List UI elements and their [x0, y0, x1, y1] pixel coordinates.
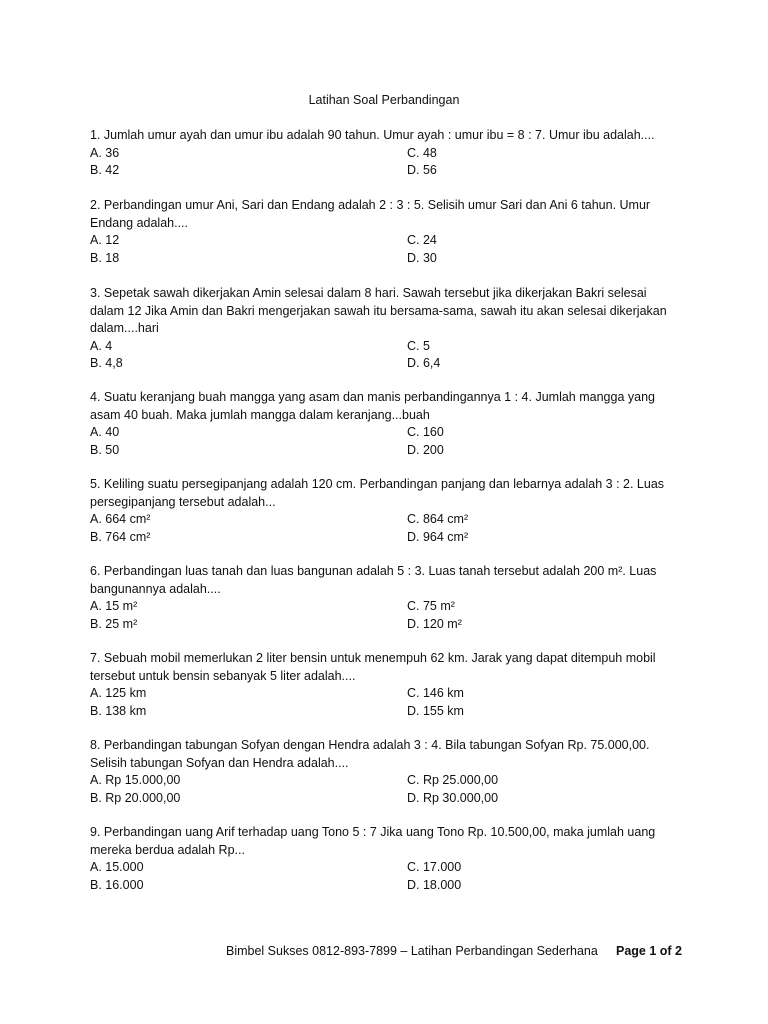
question-8 [90, 737, 700, 807]
question-text: 7. Sebuah mobil memerlukan 2 liter bensin untuk menempuh 62 km. Jarak yang dapat ditempuh mobil [90, 651, 656, 665]
answer-option: B. 138 km [90, 703, 147, 718]
question-text: 3. Sepetak sawah dikerjakan Amin selesai dalam 8 hari. Sawah tersebut jika dikerjakan Bakri selesai [90, 286, 647, 300]
answer-option: C. 146 km [407, 686, 464, 700]
answer-option: C. 5 [407, 338, 430, 353]
answer-options [90, 145, 700, 180]
answer-option: D. 56 [407, 163, 437, 177]
answer-option: B. 25 m² [90, 616, 138, 631]
question-7 [90, 650, 700, 720]
answer-option: A. 4 [90, 338, 113, 353]
document-title: Latihan Soal Perbandingan [308, 93, 460, 107]
question-text: mereka berdua adalah Rp... [90, 842, 245, 857]
question-text: 9. Perbandingan uang Arif terhadap uang Tono 5 : 7 Jika uang Tono Rp. 10.500,00, maka jumlah uang [90, 825, 656, 839]
question-5 [90, 476, 700, 546]
answer-option: C. Rp 25.000,00 [407, 773, 499, 787]
answer-options [90, 859, 700, 894]
answer-option: A. 125 km [90, 686, 147, 700]
question-text: dalam....hari [90, 321, 159, 335]
answer-option: D. 200 [407, 442, 444, 457]
answer-option: B. Rp 20.000,00 [90, 790, 181, 805]
answer-options [90, 338, 700, 373]
answer-options [90, 232, 700, 267]
answer-option: C. 48 [407, 145, 437, 160]
question-text: persegipanjang tersebut adalah... [90, 494, 276, 509]
question-text: 4. Suatu keranjang buah mangga yang asam dan manis perbandingannya 1 : 4. Jumlah mangga yang [90, 390, 655, 404]
question-2 [90, 197, 700, 267]
answer-option: A. Rp 15.000,00 [90, 773, 181, 787]
answer-option: D. 18.000 [407, 877, 462, 892]
question-text: 8. Perbandingan tabungan Sofyan dengan Hendra adalah 3 : 4. Bila tabungan Sofyan Rp. 75.000,00. [90, 738, 650, 752]
answer-option: C. 17.000 [407, 860, 462, 874]
answer-option: C. 24 [407, 233, 437, 247]
footer-text: Bimbel Sukses 0812-893-7899 – Latihan Perbandingan Sederhana [226, 944, 598, 958]
answer-option: D. 6,4 [407, 356, 441, 370]
answer-option: B. 50 [90, 442, 120, 457]
question-1 [90, 127, 700, 180]
answer-option: C. 160 [407, 425, 444, 439]
question-text: 1. Jumlah umur ayah dan umur ibu adalah 90 tahun. Umur ayah : umur ibu = 8 : 7. Umur ibu adalah.... [90, 128, 655, 142]
answer-option: B. 42 [90, 163, 120, 177]
question-text: Selisih tabungan Sofyan dan Hendra adalah.... [90, 755, 349, 770]
answer-option: A. 15.000 [90, 860, 144, 874]
question-text: bangunannya adalah.... [90, 581, 221, 596]
answer-options [90, 424, 700, 459]
answer-option: A. 664 cm² [90, 512, 151, 526]
answer-options [90, 685, 700, 720]
question-text: asam 40 buah. Maka jumlah mangga dalam keranjang...buah [90, 407, 430, 422]
question-text: 2. Perbandingan umur Ani, Sari dan Endang adalah 2 : 3 : 5. Selisih umur Sari dan Ani 6 tahun. Umur [90, 198, 651, 212]
answer-option: C. 864 cm² [407, 512, 469, 526]
answer-options [90, 598, 700, 633]
answer-option: D. Rp 30.000,00 [407, 790, 499, 805]
answer-option: A. 12 [90, 233, 120, 247]
question-text: Endang adalah.... [90, 215, 188, 230]
question-6 [90, 563, 700, 633]
question-text: 5. Keliling suatu persegipanjang adalah 120 cm. Perbandingan panjang dan lebarnya adalah 3 : 2. Luas [90, 477, 665, 491]
answer-option: B. 16.000 [90, 877, 144, 892]
answer-option: A. 36 [90, 145, 120, 160]
answer-option: A. 40 [90, 425, 120, 439]
question-9 [90, 824, 700, 894]
answer-option: D. 120 m² [407, 616, 462, 631]
answer-option: A. 15 m² [90, 599, 138, 613]
question-text: tersebut untuk bensin sebanyak 5 liter adalah.... [90, 668, 356, 683]
answer-option: D. 155 km [407, 703, 464, 718]
question-3 [90, 285, 700, 373]
question-text: 6. Perbandingan luas tanah dan luas bangunan adalah 5 : 3. Luas tanah tersebut adalah 200 m². Luas [90, 564, 657, 578]
page-number: Page 1 of 2 [616, 944, 682, 958]
answer-option: B. 764 cm² [90, 529, 151, 544]
answer-options [90, 772, 700, 807]
answer-option: D. 964 cm² [407, 529, 469, 544]
answer-option: D. 30 [407, 250, 437, 265]
answer-option: B. 4,8 [90, 356, 123, 370]
answer-options [90, 511, 700, 546]
answer-option: C. 75 m² [407, 599, 455, 613]
question-text: dalam 12 Jika Amin dan Bakri mengerjakan sawah itu bersama-sama, sawah itu akan selesai dikerjakan [90, 303, 667, 318]
answer-option: B. 18 [90, 250, 120, 265]
question-4 [90, 389, 700, 459]
